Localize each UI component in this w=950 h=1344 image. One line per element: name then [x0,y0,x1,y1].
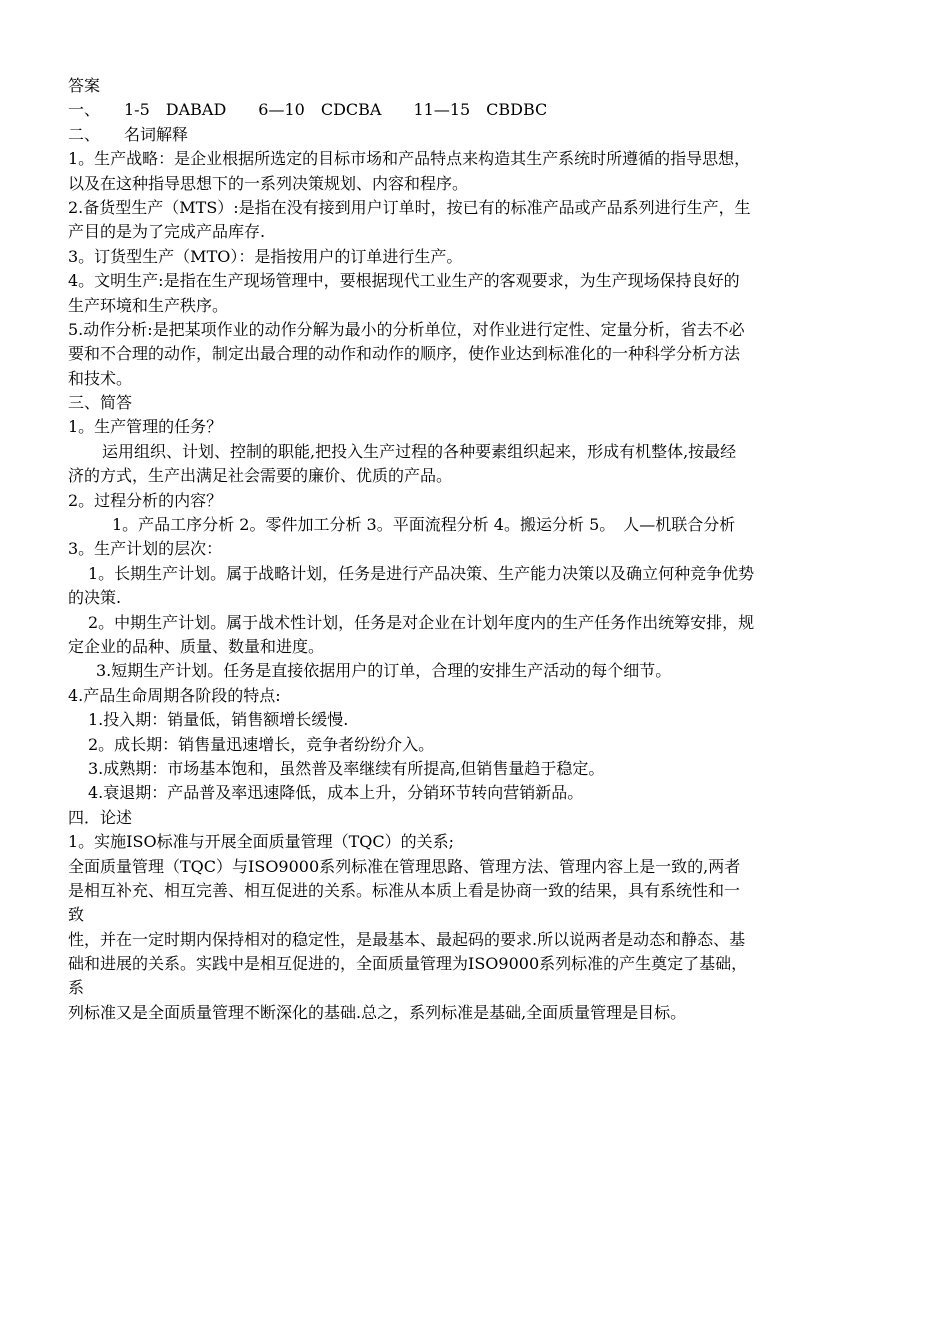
question-4-title: 4.产品生命周期各阶段的特点: [68,685,281,705]
choice-answers: 一、 1-5 DABAD 6—10 CDCBA 11—15 CBDBC [68,100,548,120]
question-3-item-2-line-2: 定企业的品种、质量、数量和进度。 [68,636,325,656]
essay-answer-line-2: 是相互补充、相互完善、相互促进的关系。标准从本质上看是协商一致的结果，具有系统性和一 [68,880,741,900]
term-5-line-1: 5.动作分析:是把某项作业的动作分解为最小的分析单位，对作业进行定性、定量分析，省去不必 [68,319,745,339]
essay-answer-line-6: 系 [68,978,85,998]
question-1-answer-line-1: 运用组织、计划、控制的职能,把投入生产过程的各种要素组织起来，形成有机整体,按最经 [102,441,737,461]
section-heading-short-answer: 三、简答 [68,393,133,413]
term-4-line-2: 生产环境和生产秩序。 [68,295,229,315]
question-1-answer-line-2: 济的方式，生产出满足社会需要的廉价、优质的产品。 [68,466,453,486]
term-4-line-1: 4。文明生产:是指在生产现场管理中，要根据现代工业生产的客观要求，为生产现场保持良好的 [68,271,740,291]
essay-answer-line-5: 础和进展的关系。实践中是相互促进的，全面质量管理为ISO9000系列标准的产生奠定了基础， [68,954,748,974]
term-1-line-1: 1。生产战略：是企业根据所选定的目标市场和产品特点来构造其生产系统时所遵循的指导思想， [68,149,751,169]
answer-heading: 答案 [68,76,101,95]
question-4-item-1: 1.投入期：销量低，销售额增长缓慢. [88,710,349,730]
term-5-line-2: 要和不合理的动作，制定出最合理的动作和动作的顺序，使作业达到标准化的一种科学分析方法 [68,344,741,364]
question-3-title: 3。生产计划的层次： [68,539,223,559]
essay-answer-line-4: 性，并在一定时期内保持相对的稳定性，是最基本、最起码的要求.所以说两者是动态和静态、基 [68,929,746,949]
question-4-item-3: 3.成熟期：市场基本饱和，虽然普及率继续有所提高,但销售量趋于稳定。 [88,758,605,778]
essay-question-title: 1。实施ISO标准与开展全面质量管理（TQC）的关系; [68,832,455,852]
question-3-item-2-line-1: 2。中期生产计划。属于战术性计划，任务是对企业在计划年度内的生产任务作出统筹安排，规 [88,612,755,632]
question-2-title: 2。过程分析的内容？ [68,490,223,510]
essay-answer-line-1: 全面质量管理（TQC）与ISO9000系列标准在管理思路、管理方法、管理内容上是一致的,两者 [68,856,741,876]
answer-document [68,74,886,1025]
term-5-line-3: 和技术。 [68,368,133,388]
essay-answer-line-7: 列标准又是全面质量管理不断深化的基础.总之，系列标准是基础,全面质量管理是目标。 [68,1002,687,1022]
section-heading-essay: 四．论述 [68,807,133,827]
question-3-item-1-line-1: 1。长期生产计划。属于战略计划，任务是进行产品决策、生产能力决策以及确立何种竞争优势 [88,563,755,583]
term-2-line-2: 产目的是为了完成产品库存. [68,222,266,242]
question-2-answer: 1。产品工序分析 2。零件加工分析 3。平面流程分析 4。搬运分析 5。 人—机联合分析 [112,515,736,535]
section-heading-terms: 二、 名词解释 [68,124,189,144]
term-1-line-2: 以及在这种指导思想下的一系列决策规划、内容和程序。 [68,173,469,193]
term-3-line-1: 3。订货型生产（MTO）：是指按用户的订单进行生产。 [68,246,463,266]
question-3-item-3: 3.短期生产计划。任务是直接依据用户的订单，合理的安排生产活动的每个细节。 [96,661,672,681]
question-3-item-1-line-2: 的决策. [68,588,122,608]
essay-answer-line-3: 致 [68,905,85,925]
question-4-item-4: 4.衰退期：产品普及率迅速降低，成本上升，分销环节转向营销新品。 [88,783,584,803]
term-2-line-1: 2.备货型生产（MTS）:是指在没有接到用户订单时，按已有的标准产品或产品系列进行生产，生 [68,197,751,217]
question-4-item-2: 2。成长期：销售量迅速增长，竞争者纷纷介入。 [88,734,435,754]
question-1-title: 1。生产管理的任务？ [68,417,223,437]
